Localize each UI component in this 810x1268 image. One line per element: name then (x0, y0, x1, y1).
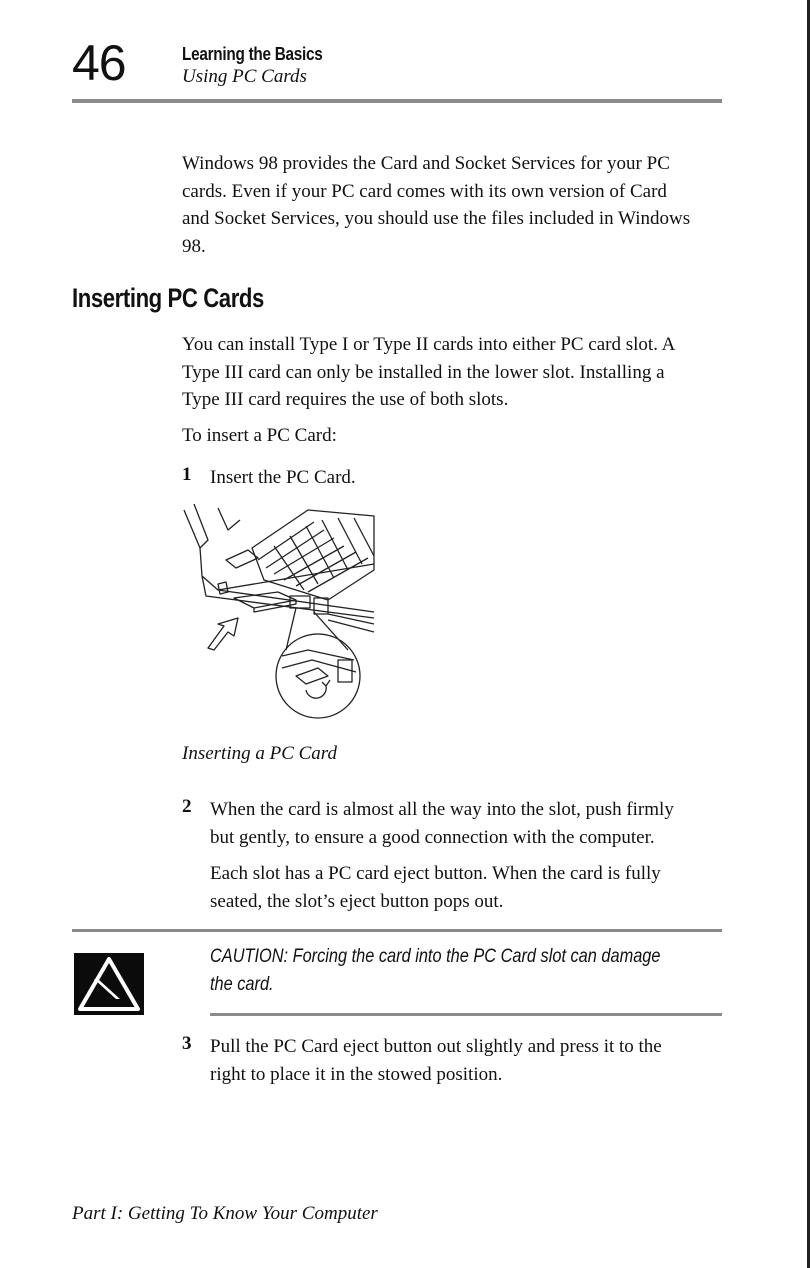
caution-line: the card. (210, 974, 274, 995)
para-line: Type III card requires the use of both slots. (182, 389, 509, 410)
step-text: Insert the PC Card. (210, 467, 356, 488)
section-heading: Inserting PC Cards (72, 283, 264, 313)
step-line: right to place it in the stowed position. (210, 1063, 503, 1085)
step-number: 3 (182, 1033, 192, 1054)
page-number: 46 (72, 35, 126, 91)
warning-triangle-icon (74, 953, 144, 1015)
intro-paragraph (182, 150, 742, 260)
step-text (210, 796, 730, 851)
lead-in-text: To insert a PC Card: (182, 425, 337, 446)
pc-card-insertion-illustration (178, 500, 388, 730)
header-rule (72, 99, 722, 103)
step-note (210, 860, 730, 915)
intro-line: and Socket Services, you should use the files included in Windows (182, 208, 691, 229)
figure-caption: Inserting a PC Card (182, 743, 337, 764)
intro-line: 98. (182, 235, 206, 257)
caution-bottom-rule (210, 1013, 722, 1016)
intro-line: Windows 98 provides the Card and Socket Services for your PC (182, 153, 670, 174)
caution-line: CAUTION: Forcing the card into the PC Card slot can damage (210, 946, 661, 967)
step-line: Pull the PC Card eject button out slightly and press it to the (210, 1036, 662, 1057)
section-subtitle: Using PC Cards (182, 66, 307, 87)
chapter-title: Learning the Basics (182, 44, 323, 64)
step-number: 1 (182, 464, 192, 485)
note-line: Each slot has a PC card eject button. When the card is fully (210, 863, 661, 884)
note-line: seated, the slot’s eject button pops out. (210, 890, 504, 912)
step-line: When the card is almost all the way into the slot, push firmly (210, 799, 674, 820)
caution-top-rule (72, 929, 722, 932)
step-number: 2 (182, 796, 192, 817)
para-line: You can install Type I or Type II cards into either PC card slot. A (182, 334, 676, 355)
step-line: but gently, to ensure a good connection with the computer. (210, 826, 655, 848)
para-line: Type III card can only be installed in the lower slot. Installing a (182, 361, 665, 383)
paragraph-types (182, 331, 742, 414)
page-footer: Part I: Getting To Know Your Computer (72, 1203, 378, 1224)
step-text (210, 1033, 730, 1088)
intro-line: cards. Even if your PC card comes with its own version of Card (182, 180, 667, 202)
caution-text (210, 943, 692, 999)
